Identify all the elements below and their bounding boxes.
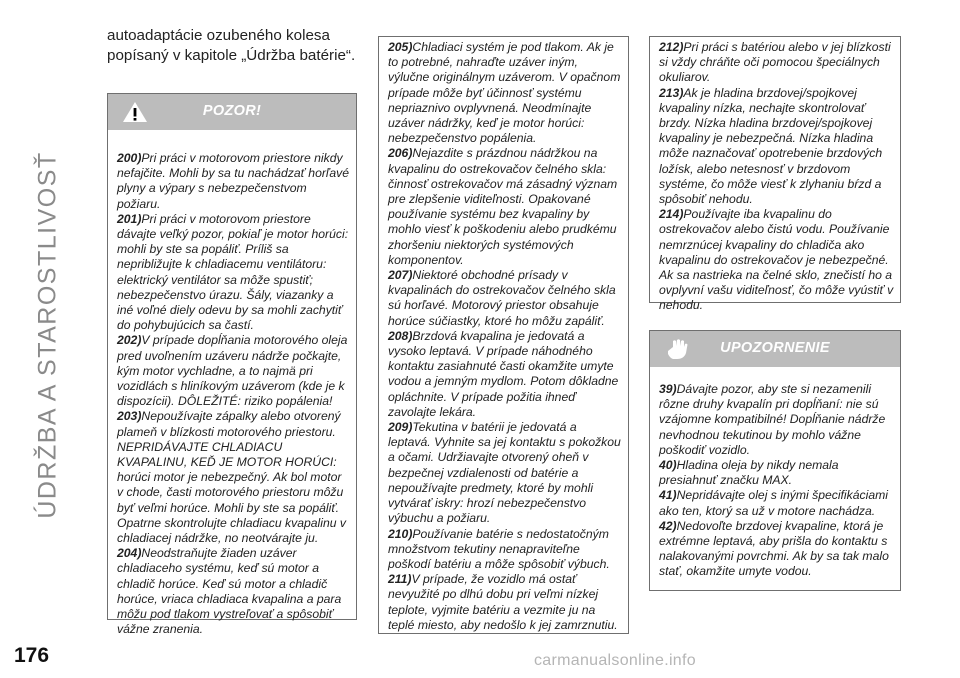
note-number: 201) — [117, 211, 142, 226]
note-item — [117, 409, 350, 546]
note-number: 206) — [388, 146, 413, 161]
page-number: 176 — [14, 644, 50, 667]
note-text: Chladiaci systém je pod tlakom. Ak je to potrebné, nahraďte uzáver iným, výlučne originálnym uzáverom. V opačnom prípade môže byť účinnosť systému nepriaznivo ovplyvnená. Neodmínajte uzáver nádržky, keď je motor horúci: nebezpečenstvo popálenia. — [388, 40, 621, 146]
note-item — [388, 40, 622, 146]
note-number: 212) — [659, 40, 684, 54]
note-item — [388, 146, 622, 268]
note-number: 213) — [659, 85, 684, 100]
note-text: Nepoužívajte zápalky alebo otvorený plameň v blízkosti motorového priestoru. NEPRIDÁVAJTE CHLADIACU KVAPALINU, KEĎ JE MOTOR HORÚCI: horúci motor je nebezpečný. Ak bol motor v chode, časti motorového priestoru môžu byť veľmi horúce. Mohli by ste sa popáliť. Opatrne skontrolujte chladiacu kvapalinu v chladiacej nádržke, no neotvárajte ju. — [117, 409, 346, 546]
note-number: 42) — [659, 518, 677, 533]
note-number: 214) — [659, 207, 684, 222]
note-text: Brzdová kvapalina je jedovatá a vysoko leptavá. V prípade náhodného kontaktu zasiahnuté časti okamžite umyte vodou a jemným mydlom. Potom dôkladne opláchnite. V prípade požitia ihneď zavolajte lekára. — [388, 328, 619, 419]
note-number: 40) — [659, 458, 677, 473]
note-text: V prípade, že vozidlo má ostať nevyužité po dlhú dobu pri veľmi nízkej teplote, vyjmite batériu a vezmite ju na teplé miesto, aby nedošlo k jej zamrznutiu. — [388, 572, 618, 632]
note-number: 209) — [388, 420, 413, 435]
note-number: 203) — [117, 409, 142, 424]
section-title-text: ÚDRŽBA A STAROSTLIVOSŤ — [33, 151, 62, 519]
note-item — [117, 333, 350, 409]
note-number: 207) — [388, 268, 413, 283]
note-number: 205) — [388, 40, 413, 54]
note-item — [117, 212, 350, 334]
pozor-box-header — [108, 94, 356, 130]
note-text: V prípade dopĺňania motorového oleja pred uvoľnením uzáveru nádrže počkajte, kým motor vychladne, a to najmä pri vozidlách s hliníkovým uzáverom (kde je k dispozícii). DÔLEŽITÉ: riziko popálenia! — [117, 333, 348, 409]
note-item — [117, 151, 350, 212]
note-text: Používanie batérie s nedostatočným množstvom tekutiny nenapraviteľne poškodí batériu a môže spôsobiť výbuch. — [388, 526, 610, 571]
pozor-box — [107, 93, 357, 637]
note-text: Pri práci s batériou alebo v jej blízkosti si vždy chráňte oči pomocou špeciálnych okuliarov. — [659, 40, 891, 85]
note-number: 202) — [117, 333, 142, 348]
note-text: Neodstraňujte žiaden uzáver chladiaceho systému, keď sú motor a chladič horúce. Keď sú motor a chladič horúce, vriaca chladiaca kvapalina a para môžu pod tlakom vystreľovať a spôsobiť vážne zranenia. — [117, 546, 342, 637]
note-item — [388, 572, 622, 633]
intro-paragraph: autoadaptácie ozubeného kolesa popísaný v kapitole „Údržba batérie“. — [107, 27, 356, 64]
pozor-left-column — [117, 151, 350, 638]
pozor-middle-column — [388, 40, 622, 633]
note-text: Pri práci v motorovom priestore dávajte veľký pozor, pokiaľ je motor horúci: mohli by ste sa popáliť. Príliš sa nepribližujte k chladiacemu ventilátoru: elektrický ventilátor sa môže spustiť; nebezpečenstvo úrazu. Šály, viazanky a iné voľné diely odevu by sa mohli zachytiť do pohybujúcich sa častí. — [117, 211, 349, 333]
note-item — [388, 527, 622, 573]
note-item — [659, 519, 894, 580]
note-item — [388, 268, 622, 329]
note-text: Dávajte pozor, aby ste si nezamenili rôzne druhy kvapalín pri dopĺňaní: nie sú vzájomne kompatibilné! Dopĺňanie nádrže nevhodnou tekutinou by mohlo vážne poškodiť vozidlo. — [659, 382, 886, 457]
note-number: 211) — [388, 572, 412, 587]
note-number: 39) — [659, 382, 677, 396]
note-text: Niektoré obchodné prísady v kvapalinách do ostrekovačov čelného skla sú horľavé. Motorový priestor obsahuje horúce súčiastky, ktoré ho môžu zapáliť. — [388, 268, 616, 328]
note-text: Nepridávajte olej s inými špecifikáciami ako ten, ktorý sa už v motore nachádza. — [659, 488, 888, 518]
note-item — [659, 458, 894, 488]
note-number: 200) — [117, 151, 142, 165]
note-text: Hladina oleja by nikdy nemala presiahnuť značku MAX. — [659, 458, 839, 488]
pozor-box-right — [649, 36, 901, 313]
pozor-title: POZOR! — [202, 103, 262, 119]
note-item — [659, 40, 894, 86]
note-text: Používajte iba kvapalinu do ostrekovačov alebo čistú vodu. Používanie nemrznúcej kvapaliny do chladiča ako kvapalinu do ostrekovačov je nebezpečné. Ak sa nastrieka na čelné sklo, znečistí ho a ovplyvní vašu viditeľnosť, čo môže vyústiť v nehodu. — [659, 207, 894, 313]
pozor-right-column — [659, 40, 894, 314]
note-text: Nedovoľte brzdovej kvapaline, ktorá je extrémne leptavá, aby prišla do kontaktu s nalakovanými povrchmi. Ak by sa tak malo stať, okamžite umyte vodou. — [659, 518, 889, 579]
pozor-box-middle — [378, 36, 629, 634]
note-item — [659, 488, 894, 518]
note-item — [388, 420, 622, 526]
note-number: 210) — [388, 526, 413, 541]
note-item — [659, 207, 894, 313]
note-number: 41) — [659, 488, 677, 503]
note-text: Pri práci v motorovom priestore nikdy nefajčite. Mohli by sa tu nachádzať horľavé plyny a výpary s nebezpečenstvom požiaru. — [117, 151, 349, 211]
watermark: carmanualsonline.info — [534, 652, 696, 669]
note-item — [659, 382, 894, 458]
upozornenie-body — [659, 382, 894, 580]
upozornenie-title: UPOZORNENIE — [720, 340, 830, 356]
note-text: Tekutina v batérii je jedovatá a leptavá. Vyhnite sa jej kontaktu s pokožkou a očami. Udržiavajte otvorený oheň v bezpečnej vzdialenosti od batérie a nepoužívajte predmety, ktoré by mohli vytvárať iskry: hrozí nebezpečenstvo výbuchu a požiaru. — [388, 420, 621, 526]
upozornenie-box-header — [650, 331, 900, 367]
note-number: 208) — [388, 328, 413, 343]
note-text: Nejazdite s prázdnou nádržkou na kvapalinu do ostrekovačov čelného skla: činnosť ostrekovačov má zásadný význam pre zlepšenie viditeľnosti. Opakované používanie systému bez kvapaliny by mohlo viesť k poškodeniu alebo prudkému zhoršeniu niektorých systémových komponentov. — [388, 146, 618, 267]
note-item — [117, 546, 350, 637]
note-item — [388, 329, 622, 420]
upozornenie-box — [649, 330, 901, 591]
note-text: Ak je hladina brzdovej/spojkovej kvapaliny nízka, nechajte skontrolovať brzdy. Nízka hladina brzdovej/spojkovej kvapaliny je nebezpečná. Nízka hladina môže naznačovať opotrebenie brzdových ložísk, alebo netesnosť v brzdovom systéme, čo môže viesť k zlyhaniu bŕzd a spôsobiť nehodu. — [659, 85, 883, 207]
note-item — [659, 86, 894, 208]
note-number: 204) — [117, 546, 142, 561]
